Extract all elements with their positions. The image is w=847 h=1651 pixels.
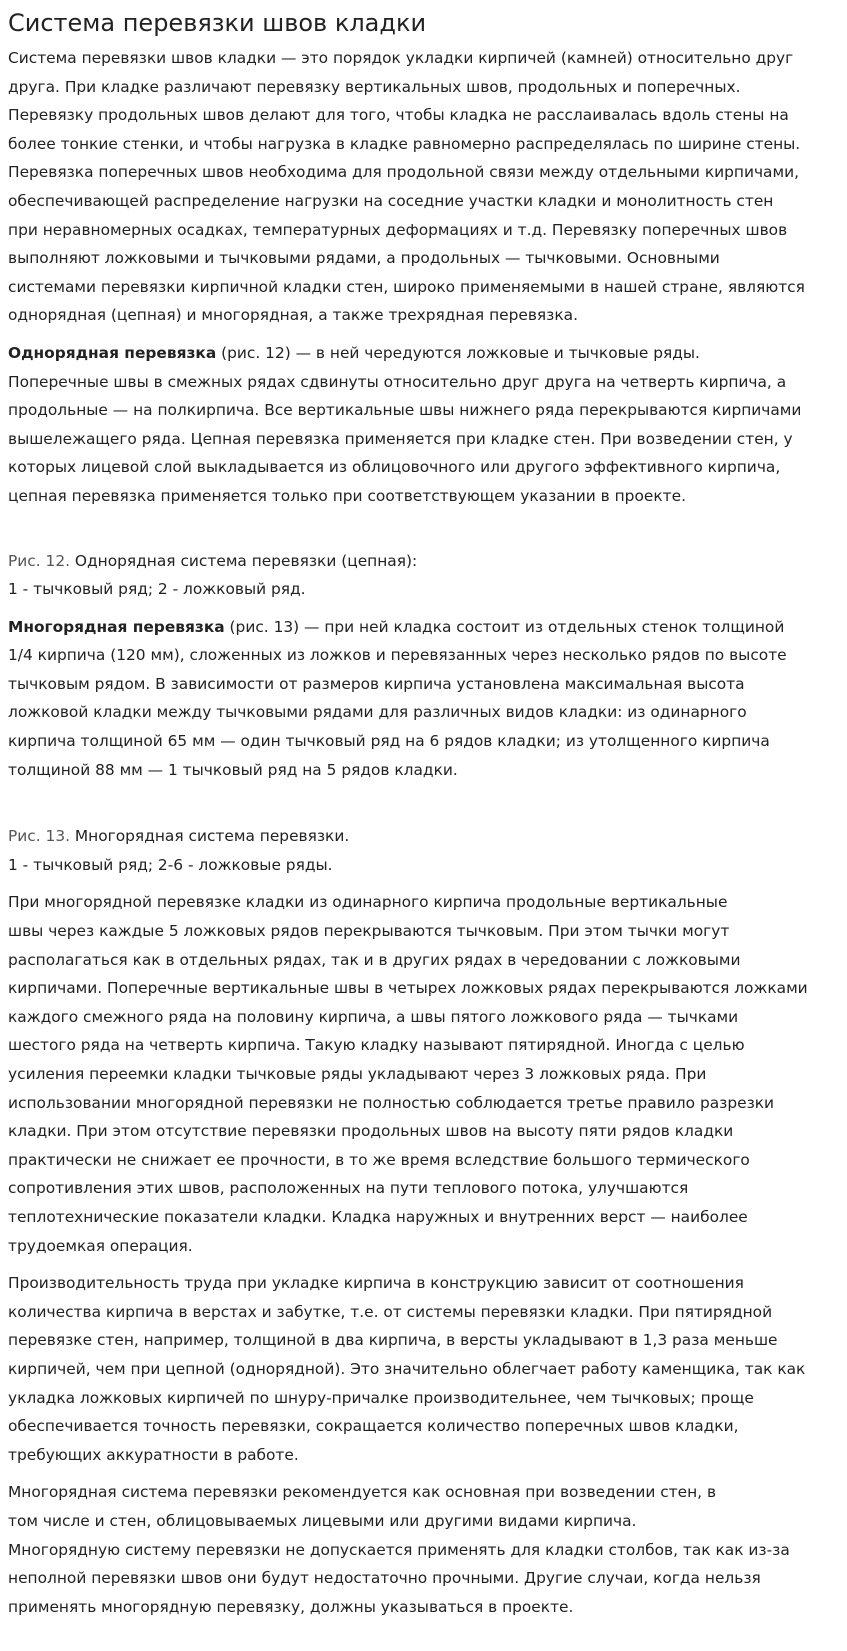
text-line: Многорядная система перевязки рекомендуется как основная при возведении стен, в	[8, 1483, 717, 1502]
text-line: Многорядную систему перевязки не допускается применять для кладки столбов, так как из-за	[8, 1540, 790, 1559]
text-line: обеспечивающей распределение нагрузки на соседние участки кладки и монолитность стен	[8, 191, 774, 210]
text-line: укладка ложковых кирпичей по шнуру-причалке производительнее, чем тычковых; проще	[8, 1388, 754, 1407]
single-row-bond-term: Однорядная перевязка	[8, 343, 217, 362]
text-line: ложковой кладки между тычковыми рядами для различных видов кладки: из одинарного	[8, 703, 747, 722]
text-line: Поперечные швы в смежных рядах сдвинуты относительно друг друга на четверть кирпича, а	[8, 372, 787, 391]
text-line: применять многорядную перевязку, должны указываться в проекте.	[8, 1597, 574, 1616]
text-line: вышележащего ряда. Цепная перевязка применяется при кладке стен. При возведении стен, у	[8, 429, 793, 448]
multi-row-details-paragraph	[8, 888, 839, 1260]
text-line: каждого смежного ряда на половину кирпича, а швы пятого ложкового ряда — тычками	[8, 1007, 739, 1026]
text-line: друга. При кладке различают перевязку вертикальных швов, продольных и поперечных.	[8, 77, 741, 96]
multi-row-bond-intro: (рис. 13) — при ней кладка состоит из отдельных стенок толщиной	[224, 617, 785, 636]
text-line: усиления переемки кладки тычковые ряды укладывают через 3 ложковых ряда. При	[8, 1065, 707, 1083]
text-line	[8, 822, 839, 851]
figure-12-legend: 1 - тычковый ряд; 2 - ложковый ряд.	[8, 580, 306, 599]
recommendation-paragraph	[8, 1478, 839, 1621]
figure-13-legend: 1 - тычковый ряд; 2-6 - ложковые ряды.	[8, 855, 333, 874]
text-line: перевязке стен, например, толщиной в два кирпича, в версты укладывают в 1,3 раза меньше	[8, 1331, 778, 1350]
text-line: кладки. При этом отсутствие перевязки продольных швов на высоту пяти рядов кладки	[8, 1122, 734, 1141]
text-line: цепная перевязка применяется только при соответствующем указании в проекте.	[8, 486, 686, 505]
text-line: кирпичами. Поперечные вертикальные швы в четырех ложковых рядах перекрываются ложками	[8, 979, 808, 998]
figure-12-title: Однорядная система перевязки (цепная):	[70, 551, 418, 570]
figure-13-label: Рис. 13.	[8, 827, 71, 846]
text-line: тычковым рядом. В зависимости от размеров кирпича установлена максимальная высота	[8, 674, 745, 693]
text-line: трудоемкая операция.	[8, 1236, 193, 1255]
text-line: шестого ряда на четверть кирпича. Такую кладку называют пятирядной. Иногда с целью	[8, 1036, 745, 1055]
figure-12-label: Рис. 12.	[8, 551, 71, 570]
text-line	[8, 547, 839, 576]
text-line: неполной перевязки швов они будут недостаточно прочными. Другие случаи, когда нельзя	[8, 1569, 761, 1588]
text-line: толщиной 88 мм — 1 тычковый ряд на 5 рядов кладки.	[8, 760, 458, 779]
text-line: Система перевязки швов кладки — это порядок укладки кирпичей (камней) относительно друг	[8, 49, 794, 67]
text-line: системами перевязки кирпичной кладки стен, широко применяемыми в нашей стране, являются	[8, 277, 805, 296]
single-row-bond-intro: (рис. 12) — в ней чередуются ложковые и тычковые ряды.	[216, 343, 700, 362]
figure-13-title: Многорядная система перевязки.	[70, 827, 350, 846]
article	[0, 8, 847, 1621]
text-line	[8, 339, 839, 368]
text-line: сопротивления этих швов, расположенных на пути теплового потока, улучшаются	[8, 1179, 689, 1198]
text-line: более тонкие стенки, и чтобы нагрузка в кладке равномерно распределялась по ширине стены.	[8, 134, 801, 153]
text-line: Перевязку продольных швов делают для того, чтобы кладка не расслаивалась вдоль стены на	[8, 106, 789, 125]
single-row-bond-paragraph	[8, 339, 839, 511]
text-line: обеспечивается точность перевязки, сокращается количество поперечных швов кладки,	[8, 1417, 739, 1436]
text-line: требующих аккуратности в работе.	[8, 1445, 299, 1464]
text-line: при неравномерных осадках, температурных деформациях и т.д. Перевязку поперечных швов	[8, 220, 788, 239]
text-line: кирпича толщиной 65 мм — один тычковый ряд на 6 рядов кладки; из утолщенного кирпича	[8, 732, 770, 751]
text-line: Производительность труда при укладке кирпича в конструкцию зависит от соотношения	[8, 1274, 744, 1293]
text-line: использовании многорядной перевязки не полностью соблюдается третье правило разрезки	[8, 1093, 775, 1112]
figure-12-caption	[8, 547, 839, 604]
text-line: швы через каждые 5 ложковых рядов перекрываются тычковым. При этом тычки могут	[8, 922, 730, 941]
text-line: кирпичей, чем при цепной (однорядной). Это значительно облегчает работу каменщика, так как	[8, 1359, 806, 1378]
multi-row-bond-term: Многорядная перевязка	[8, 617, 225, 636]
text-line: продольные — на полкирпича. Все вертикальные швы нижнего ряда перекрываются кирпичами	[8, 401, 802, 420]
productivity-paragraph	[8, 1269, 839, 1469]
text-line: практически не снижает ее прочности, в то же время вследствие большого термического	[8, 1150, 750, 1169]
text-line: том числе и стен, облицовываемых лицевыми или другими видами кирпича.	[8, 1511, 637, 1530]
text-line: которых лицевой слой выкладывается из облицовочного или другого эффективного кирпича,	[8, 458, 781, 477]
text-line: 1/4 кирпича (120 мм), сложенных из ложков и перевязанных через несколько рядов по высоте	[8, 646, 787, 665]
text-line: При многорядной перевязке кладки из одинарного кирпича продольные вертикальные	[8, 893, 728, 912]
text-line	[8, 613, 839, 642]
text-line: теплотехнические показатели кладки. Кладка наружных и внутренних верст — наиболее	[8, 1207, 748, 1226]
text-line: однорядная (цепная) и многорядная, а также трехрядная перевязка.	[8, 306, 578, 325]
page-title: Система перевязки швов кладки	[8, 9, 427, 37]
text-line: Перевязка поперечных швов необходима для продольной связи между отдельными кирпичами,	[8, 163, 799, 182]
multi-row-bond-paragraph	[8, 613, 839, 785]
text-line: количества кирпича в верстах и забутке, т.е. от системы перевязки кладки. При пятирядной	[8, 1302, 773, 1321]
intro-paragraph	[8, 44, 839, 330]
text-line: выполняют ложковыми и тычковыми рядами, а продольных — тычковыми. Основными	[8, 249, 720, 268]
figure-13-caption	[8, 822, 839, 879]
text-line: располагаться как в отдельных рядах, так и в других рядах в чередовании с ложковыми	[8, 950, 741, 969]
